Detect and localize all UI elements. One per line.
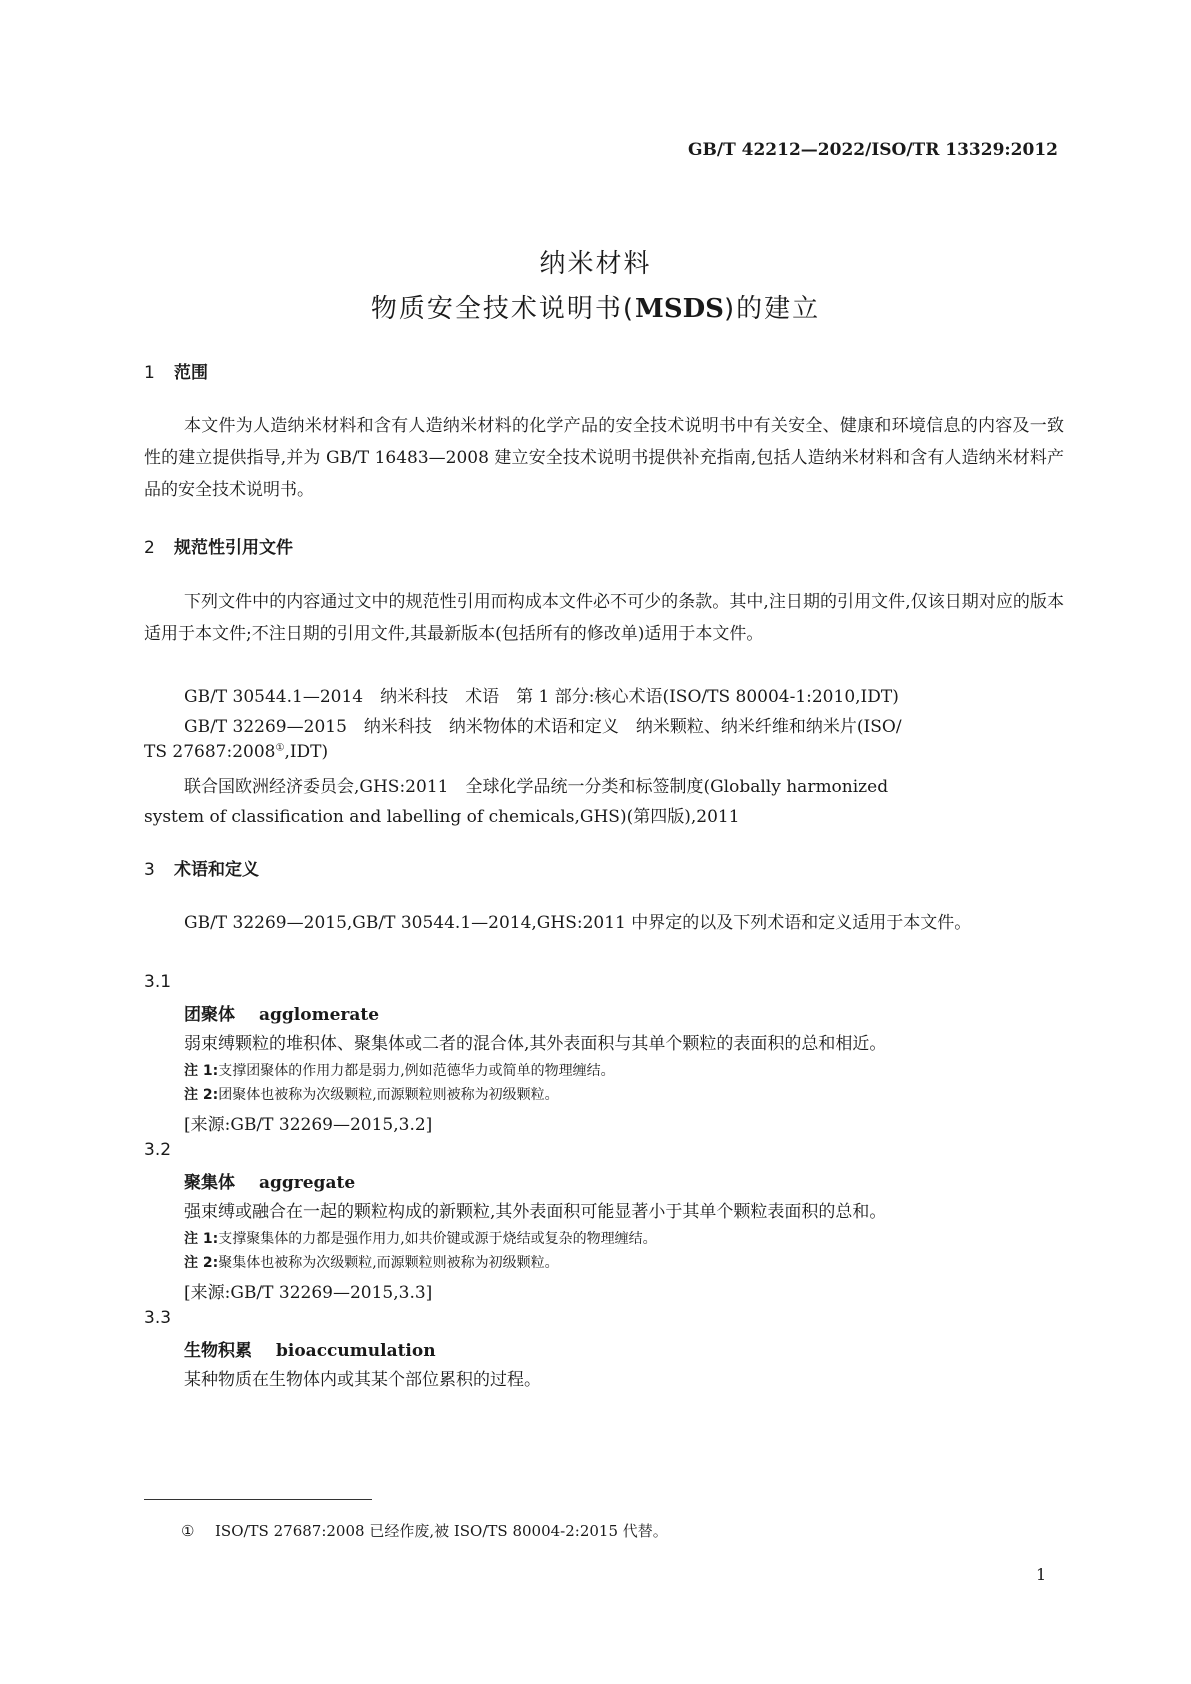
note-text: 支撑聚集体的力都是强作用力,如共价键或源于烧结或复杂的物理缠结。: [218, 1231, 657, 1247]
term-note: [184, 1060, 615, 1080]
section-number: 3: [144, 860, 155, 880]
term-number: 3.1: [144, 972, 172, 992]
term-definition: 某种物质在生物体内或其某个部位累积的过程。: [184, 1370, 541, 1390]
normative-ref-2-line2: [144, 742, 328, 762]
term-cn: 聚集体: [184, 1173, 235, 1193]
footnote-divider: [144, 1499, 372, 1500]
footnote-mark: ①: [181, 1522, 195, 1540]
term-note: [184, 1228, 657, 1248]
term-en: bioaccumulation: [276, 1341, 436, 1361]
section-2-paragraph: 下列文件中的内容通过文中的规范性引用而构成本文件必不可少的条款。其中,注日期的引用文件,仅该日期对应的版本适用于本文件;不注日期的引用文件,其最新版本(包括所有的修改单)适用于本文件。: [144, 592, 1064, 644]
doc-title-line2: [0, 288, 1191, 325]
term-entry: [184, 1000, 379, 1025]
term-cn: 团聚体: [184, 1005, 235, 1025]
note-label: 注 1:: [184, 1231, 219, 1247]
note-text: 聚集体也被称为次级颗粒,而源颗粒则被称为初级颗粒。: [218, 1255, 559, 1271]
normative-ref-1: GB/T 30544.1—2014 纳米科技 术语 第 1 部分:核心术语(ISO/TS 80004-1:2010,IDT): [184, 687, 899, 707]
section-title: 规范性引用文件: [174, 538, 293, 558]
doc-title-line1: 纳米材料: [539, 249, 652, 279]
page-number: 1: [1036, 1565, 1047, 1584]
section-title: 范围: [174, 363, 208, 383]
note-label: 注 2:: [184, 1255, 219, 1271]
note-label: 注 1:: [184, 1063, 219, 1079]
term-note: [184, 1252, 559, 1272]
section-1-heading: [144, 358, 208, 383]
term-source: [来源:GB/T 32269—2015,3.2]: [184, 1115, 433, 1135]
standard-code: GB/T 42212—2022/ISO/TR 13329:2012: [687, 140, 1058, 160]
section-1-paragraph: 本文件为人造纳米材料和含有人造纳米材料的化学产品的安全技术说明书中有关安全、健康和环境信息的内容及一致性的建立提供指导,并为 GB/T 16483—2008 建立安全技术说明书提供补充指南,包括人造纳米材料和含有人造纳米材料产品的安全技术说明书。: [144, 416, 1064, 500]
term-number: 3.2: [144, 1140, 172, 1160]
note-text: 支撑团聚体的作用力都是弱力,例如范德华力或简单的物理缠结。: [218, 1063, 615, 1079]
note-text: 团聚体也被称为次级颗粒,而源颗粒则被称为初级颗粒。: [218, 1087, 559, 1103]
section-number: 1: [144, 363, 155, 383]
term-definition: 强束缚或融合在一起的颗粒构成的新颗粒,其外表面积可能显著小于其单个颗粒表面积的总和。: [184, 1202, 887, 1222]
normative-ref-3-line2: system of classification and labelling of chemicals,GHS)(第四版),2011: [144, 807, 740, 827]
footnote-text: ISO/TS 27687:2008 已经作废,被 ISO/TS 80004-2:2015 代替。: [215, 1522, 668, 1540]
normative-ref-2-line1: GB/T 32269—2015 纳米科技 纳米物体的术语和定义 纳米颗粒、纳米纤维和纳米片(ISO/: [184, 717, 902, 737]
note-label: 注 2:: [184, 1087, 219, 1103]
ref2-code: TS 27687:2008: [144, 742, 276, 762]
term-en: agglomerate: [259, 1005, 380, 1025]
ref2-tail: ,IDT): [284, 742, 329, 762]
term-note: [184, 1084, 559, 1104]
term-entry: [184, 1168, 355, 1193]
title-prefix: 物质安全技术说明书(: [370, 294, 636, 324]
footnote: [181, 1520, 668, 1541]
section-3-paragraph: GB/T 32269—2015,GB/T 30544.1—2014,GHS:2011 中界定的以及下列术语和定义适用于本文件。: [184, 913, 972, 933]
title-latin: MSDS: [635, 294, 724, 324]
term-cn: 生物积累: [184, 1341, 252, 1361]
term-entry: [184, 1336, 436, 1361]
footnote-ref[interactable]: ①: [275, 742, 285, 754]
term-number: 3.3: [144, 1308, 172, 1328]
section-title: 术语和定义: [174, 860, 259, 880]
section-3-heading: [144, 855, 259, 880]
section-2-heading: [144, 533, 293, 558]
section-number: 2: [144, 538, 155, 558]
term-en: aggregate: [259, 1173, 356, 1193]
normative-ref-3-line1: 联合国欧洲经济委员会,GHS:2011 全球化学品统一分类和标签制度(Globally harmonized: [184, 777, 889, 797]
title-suffix: )的建立: [723, 294, 821, 324]
term-source: [来源:GB/T 32269—2015,3.3]: [184, 1283, 433, 1303]
term-definition: 弱束缚颗粒的堆积体、聚集体或二者的混合体,其外表面积与其单个颗粒的表面积的总和相近。: [184, 1034, 887, 1054]
